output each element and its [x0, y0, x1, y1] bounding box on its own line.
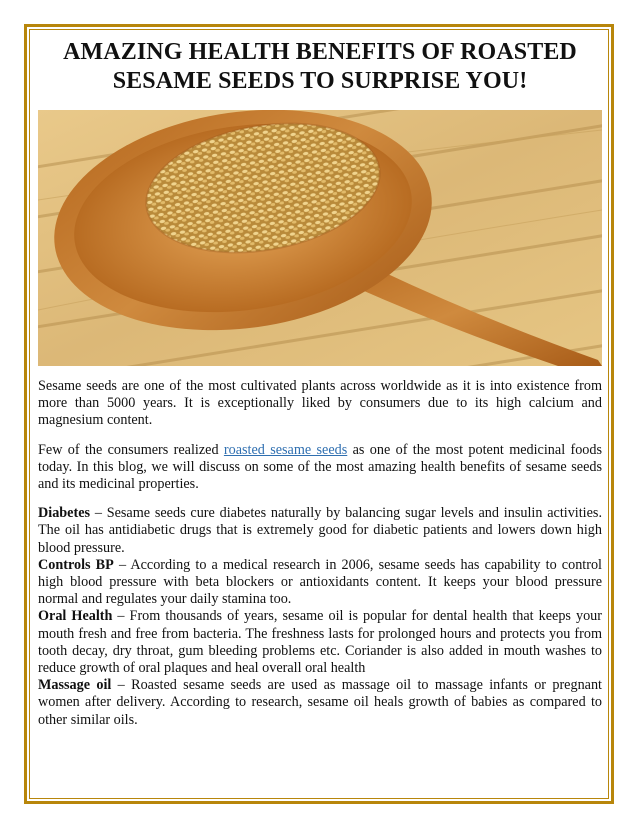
benefit-diabetes	[38, 505, 602, 557]
benefit-heading: Oral Health	[38, 608, 113, 625]
benefit-heading: Diabetes	[38, 505, 91, 522]
benefit-text: – Sesame seeds cure diabetes naturally by balancing sugar levels and insulin activities. The oil has antidiabetic drugs that is extremely good for diabetic patients and lowers down high blood pressure.	[38, 505, 602, 556]
benefit-massage-oil	[38, 677, 602, 729]
page-title: AMAZING HEALTH BENEFITS OF ROASTED SESAME SEEDS TO SURPRISE YOU!	[63, 39, 577, 94]
paragraph-roasted-seeds	[38, 442, 602, 494]
roasted-sesame-seeds-link[interactable]: roasted sesame seeds	[223, 441, 348, 458]
hero-image	[38, 110, 602, 366]
benefit-oral-health	[38, 608, 602, 677]
benefit-text: – According to a medical research in 2006, sesame seeds has capability to control high blood pressure with beta blockers or antioxidants content. It keeps your blood pressure normal and regulates your daily stamina too.	[38, 556, 602, 608]
benefit-text: – From thousands of years, sesame oil is popular for dental health that keeps your mouth fresh and free from bacteria. The freshness lasts for prolonged hours and protects you from tooth decay, dry throat, gum bleeding problems etc. Coriander is also added in mouth washes to reduce growth of oral plaques and heal overall oral health	[38, 608, 602, 677]
benefit-heading: Massage oil	[38, 677, 112, 694]
article	[38, 38, 602, 729]
paragraph-text-before: Few of the consumers realized	[38, 441, 224, 458]
benefit-text: – Roasted sesame seeds are used as massage oil to massage infants or pregnant women after delivery. According to research, sesame oil heals growth of babies as compared to other similar oils.	[38, 677, 602, 728]
intro-paragraph: Sesame seeds are one of the most cultivated plants across worldwide as it is into existence from more than 5000 years. It is exceptionally liked by consumers due to its high calcium and magnesium content.	[38, 378, 602, 429]
benefit-controls-bp	[38, 557, 602, 609]
benefit-heading: Controls BP	[38, 556, 114, 573]
paragraph-text-after: as one of the most potent medicinal foods today. In this blog, we will discuss on some of the most amazing health benefits of sesame seeds and its medicinal properties.	[38, 441, 603, 493]
